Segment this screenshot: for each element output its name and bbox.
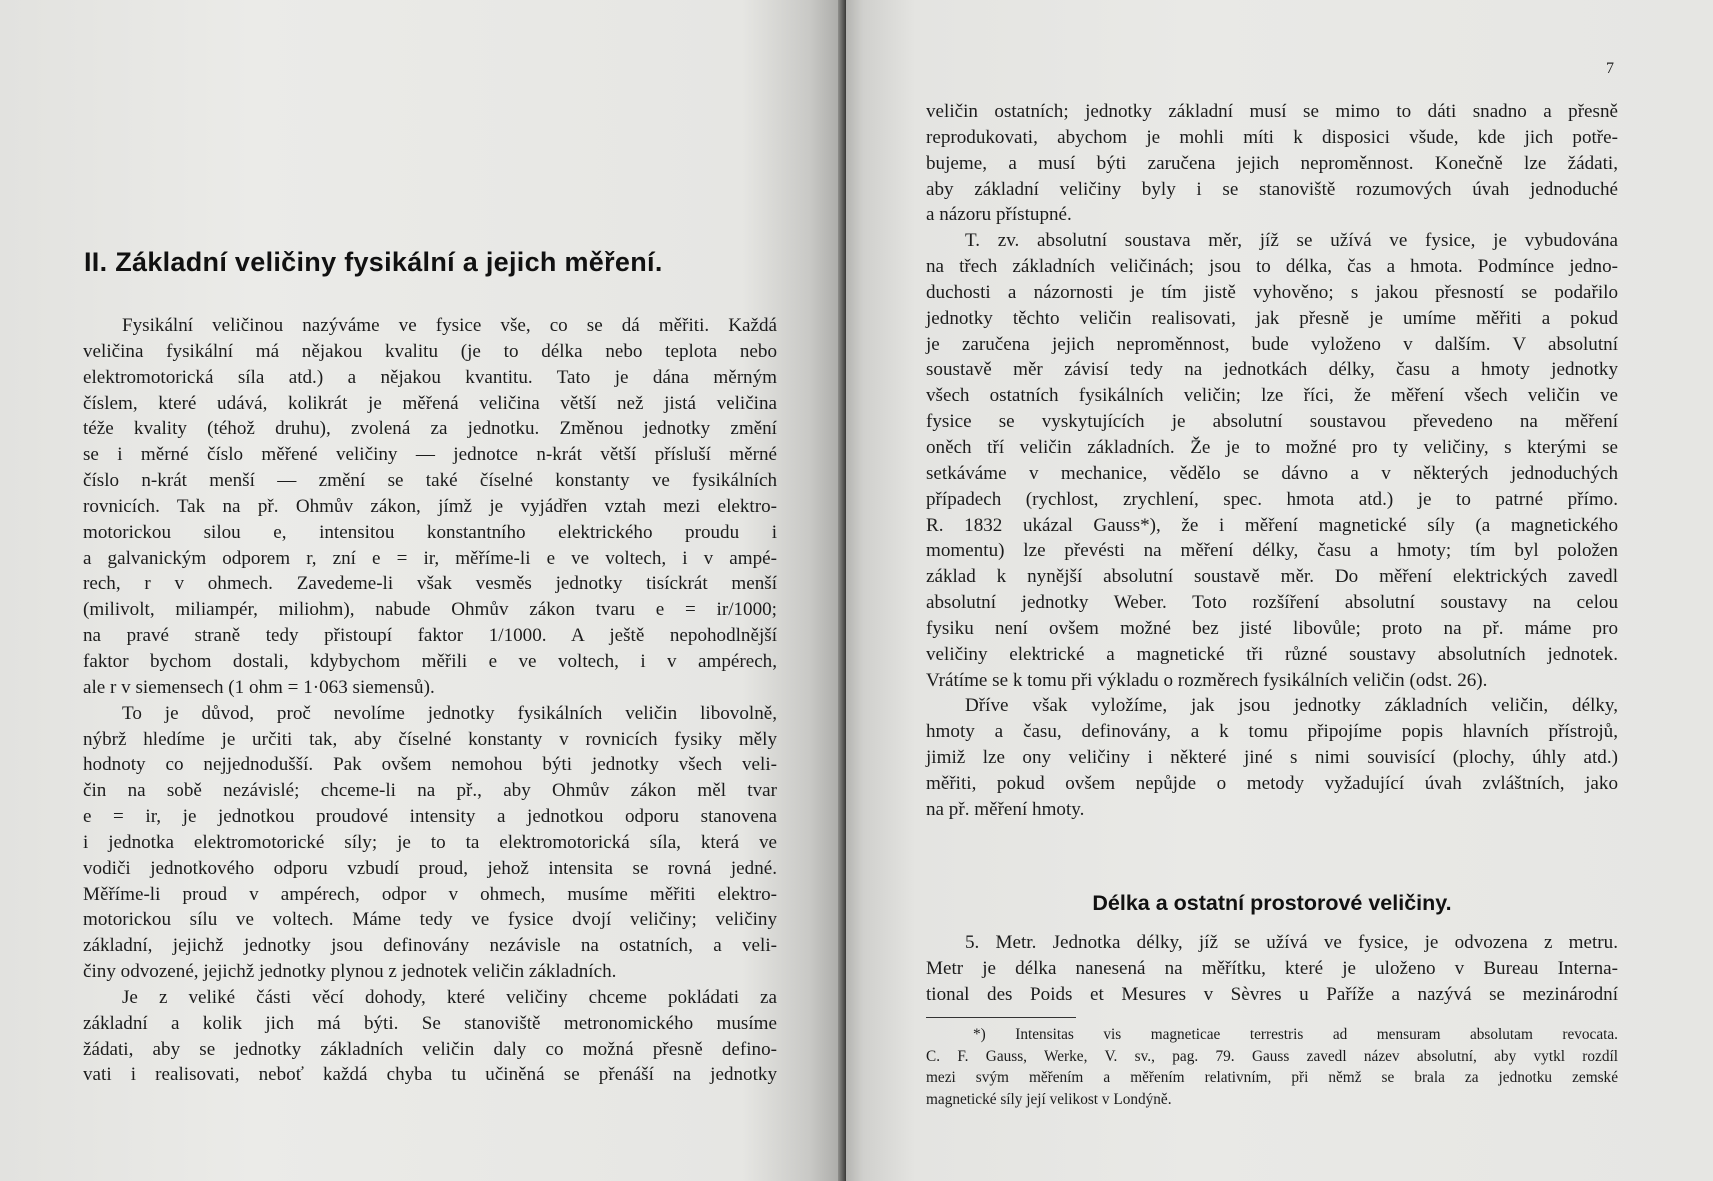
text-line: Vrátíme se k tomu při výkladu o rozměrech fysikálních veličin (odst. 26).	[926, 669, 1488, 691]
text-line: žádati, aby se jednotky základních veličin daly co možná přesně defino-	[83, 1038, 777, 1060]
text-line: činy odvozené, jejichž jednotky plynou z jednotek veličin základních.	[83, 961, 617, 983]
text-line: i jednotka elektromotorické síly; je to ta elektromotorická síla, která ve	[83, 831, 777, 853]
text-line: jednotky těchto veličin realisovati, jak přesně je umíme měřiti a pokud	[926, 307, 1618, 329]
text-line: jimiž lze ony veličiny i některé jiné s nimi souvisící (plochy, úhly atd.)	[926, 747, 1618, 769]
text-line: rech, r v ohmech. Zavedeme-li však vesměs jednotky tisíckrát menší	[83, 573, 777, 595]
text-line: elektromotorická síla atd.) a nějakou kvantitu. Tato je dána měrným	[83, 366, 777, 388]
left-body-text	[83, 313, 777, 1088]
footnote	[926, 1024, 1618, 1110]
text-line: čin na sobě nezávislé; chceme-li na př., aby Ohmův zákon měl tvar	[83, 780, 777, 802]
text-line: fysice se vyskytujících je absolutní soustavou převedeno na měření	[926, 411, 1618, 433]
text-line: veličina fysikální má nějakou kvalitu (je to délka nebo teplota nebo	[83, 340, 777, 362]
text-line: (milivolt, miliampér, miliohm), nabude Ohmův zákon tvaru e = ir/1000;	[83, 599, 777, 621]
footnote-divider	[926, 1017, 1076, 1018]
footnote-line: mezi svým měřením a měřením relativním, při němž se brala za jednotku zemské	[926, 1069, 1618, 1086]
text-line: T. zv. absolutní soustava měr, jíž se užívá ve fysice, je vybudována	[965, 230, 1618, 252]
text-line: ale r v siemensech (1 ohm = 1·063 siemensů).	[83, 676, 435, 698]
text-line: reprodukovati, abychom je mohli míti k disposici všude, kde jich potře-	[926, 126, 1618, 148]
text-line: aby základní veličiny byly i se stanoviště rozumových úvah jednoduché	[926, 178, 1618, 200]
text-line: motorickou sílu ve voltech. Máme tedy ve fysice dvojí veličiny; veličiny	[83, 909, 777, 931]
text-line: základní a kolik jich má býti. Se stanoviště metronomického musíme	[83, 1012, 777, 1034]
page-number: 7	[1606, 60, 1614, 77]
chapter-heading: II. Základní veličiny fysikální a jejich měření.	[84, 247, 663, 277]
section-heading: Délka a ostatní prostorové veličiny.	[1092, 891, 1452, 915]
text-line: momentu) lze převésti na měření délky, času a hmoty; tím byl položen	[926, 540, 1618, 562]
text-line: základ k nynější absolutní soustavě měr. Do měření elektrických zavedl	[926, 566, 1618, 588]
text-line: fysiku není ovšem možné bez jisté libovůle; proto na př. máme pro	[926, 617, 1618, 639]
text-line: R. 1832 ukázal Gauss*), že i měření magnetické síly (a magnetického	[926, 514, 1618, 536]
text-line: veličiny elektrické a magnetické tři různé soustavy absolutních jednotek.	[926, 643, 1618, 665]
text-line: případech (rychlost, zrychlení, spec. hmota atd.) je to patrné přímo.	[926, 488, 1618, 510]
text-line: setkáváme v mechanice, vědělo se dávno a v některých jednoduchých	[926, 462, 1618, 484]
text-line: základní, jejichž jednotky jsou definovány nezávisle na ostatních, a veli-	[83, 935, 777, 957]
text-line: na pravé straně tedy přistoupí faktor 1/1000. A ještě nepohodlnější	[83, 625, 777, 647]
text-line: hmoty a času, definovány, a k tomu připojíme popis hlavních přístrojů,	[926, 721, 1618, 743]
text-line: Dříve však vyložíme, jak jsou jednotky základních veličin, délky,	[965, 695, 1618, 717]
footnote-line: magnetické síly její velikost v Londýně.	[926, 1090, 1172, 1108]
text-line: e = ir, je jednotkou proudové intensity a jednotkou odporu stanovena	[83, 806, 777, 828]
text-line: soustavě měr závisí tedy na jednotkách délky, času a hmoty jednotky	[926, 359, 1618, 381]
text-line: téže kvality (téhož druhu), zvolená za jednotku. Změnou jednotky změní	[83, 418, 777, 440]
text-line: vodiči jednotkového odporu vzbudí proud, jehož intensita se rovná jedné.	[83, 857, 777, 879]
text-line: To je důvod, proč nevolíme jednotky fysikálních veličin libovolně,	[122, 702, 777, 724]
section-body-text	[926, 930, 1618, 1008]
text-line: číslem, které udává, kolikrát je měřená veličina větší než jistá veličina	[83, 392, 777, 414]
text-line: na př. měření hmoty.	[926, 798, 1085, 820]
text-line: je zaručena jejich neproměnnost, bude vyloženo v dalším. V absolutní	[926, 333, 1618, 355]
text-line: na třech základních veličinách; jsou to délka, čas a hmota. Podmínce jedno-	[926, 256, 1618, 278]
text-line: vati i realisovati, neboť každá chyba tu učiněná se přenáší na jednotky	[83, 1064, 777, 1086]
text-line: veličin ostatních; jednotky základní musí se mimo to dáti snadno a přesně	[926, 101, 1618, 122]
text-line: tional des Poids et Mesures v Sèvres u Paříže a nazývá se mezinárodní	[926, 983, 1618, 1005]
text-line: měřiti, pokud ovšem nepůjde o metody vyžadující úvah zvláštních, jako	[926, 772, 1618, 794]
text-line: Metr je délka nanesená na měřítku, které je uloženo v Bureau Interna-	[926, 957, 1618, 979]
text-line: bujeme, a musí býti zaručena jejich neproměnnost. Konečně lze žádati,	[926, 152, 1618, 174]
text-line: motorickou silou e, intensitou konstantního elektrického proudu i	[83, 521, 777, 543]
text-line: rovnicích. Tak na př. Ohmův zákon, jímž je vyjádřen vztah mezi elektro-	[83, 495, 777, 517]
left-page	[0, 0, 843, 1181]
text-line: všech ostatních fysikálních veličin; lze říci, že měření všech veličin ve	[926, 385, 1618, 407]
text-line: číslo n-krát menší — změní se také číselné konstanty ve fysikálních	[83, 470, 777, 492]
text-line: oněch tří veličin základních. Že je to možné pro ty veličiny, s kterými se	[926, 436, 1618, 458]
text-line: 5. Metr. Jednotka délky, jíž se užívá ve fysice, je odvozena z metru.	[965, 932, 1618, 953]
text-line: hodnoty co nejjednodušší. Pak ovšem nemohou býti jednotky všech veli-	[83, 754, 777, 776]
text-line: Měříme-li proud v ampérech, odpor v ohmech, musíme měřiti elektro-	[83, 883, 777, 905]
footnote-line: *) Intensitas vis magneticae terrestris ad mensuram absolutam revocata.	[973, 1026, 1618, 1043]
footnote-line: C. F. Gauss, Werke, V. sv., pag. 79. Gauss zavedl název absolutní, aby vytkl rozdíl	[926, 1047, 1618, 1065]
text-line: se i měrné číslo měřené veličiny — jednotce n-krát větší přísluší měrné	[83, 444, 777, 466]
right-body-text	[926, 99, 1618, 823]
text-line: Fysikální veličinou nazýváme ve fysice vše, co se dá měřiti. Každá	[122, 315, 777, 336]
text-line: faktor bychom dostali, kdybychom měřili e ve voltech, i v ampérech,	[83, 650, 777, 672]
text-line: duchosti a názornosti je tím jistě vyhověno; s jakou přesností se podařilo	[926, 281, 1618, 303]
text-line: nýbrž hledíme je určiti tak, aby číselné konstanty v rovnicích fysiky měly	[83, 728, 777, 750]
text-line: a názoru přístupné.	[926, 204, 1072, 226]
text-line: a galvanickým odporem r, zní e = ir, měříme-li e ve voltech, i v ampé-	[83, 547, 777, 569]
text-line: Je z veliké části věcí dohody, které veličiny chceme pokládati za	[122, 986, 777, 1008]
text-line: absolutní jednotky Weber. Toto rozšíření absolutní soustavy na celou	[926, 592, 1618, 614]
